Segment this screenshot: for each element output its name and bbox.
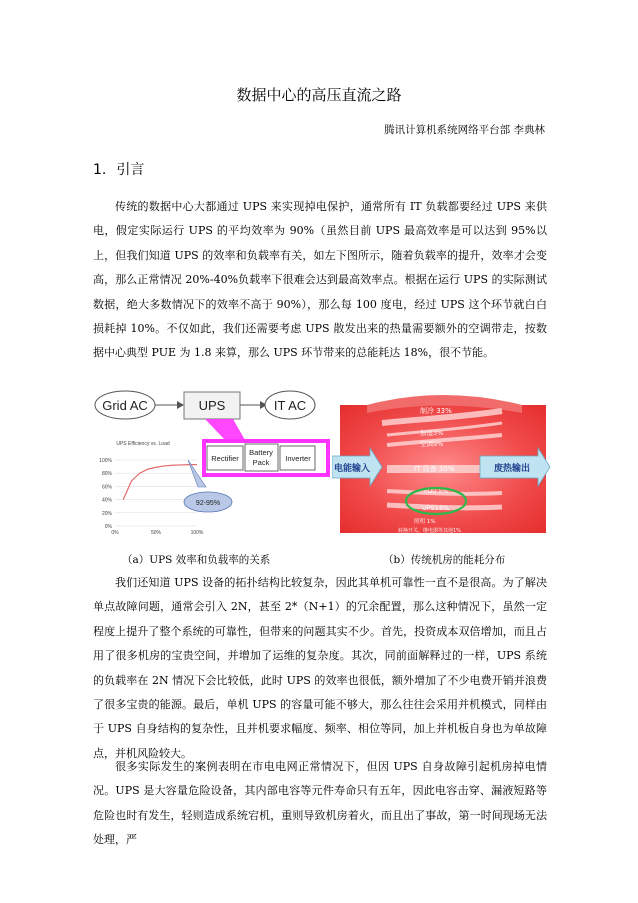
band-other: 转换开关、继电器等其他1% (398, 528, 461, 534)
rectifier-label: Rectifier (211, 454, 239, 463)
efficiency-callout (170, 455, 240, 515)
output-label: 废热输出 (493, 464, 531, 474)
intro-paragraph (93, 195, 547, 366)
figure-a-caption: （a）UPS 效率和负载率的关系 (122, 554, 271, 566)
ups-label: UPS (198, 398, 226, 413)
reliability-paragraph (93, 571, 547, 766)
section-heading (93, 159, 144, 179)
grid-ac-label: Grid AC (102, 398, 148, 413)
figure-b (332, 393, 554, 538)
band-lighting: 照明 1% (414, 519, 436, 525)
section-number: 1. (93, 162, 107, 178)
band-aircon: 空调9% (420, 440, 444, 448)
y-tick-label: 40% (101, 497, 112, 504)
failures-paragraph (93, 755, 547, 853)
battery-label: Battery (249, 448, 273, 457)
band-cooling: 制冷 33% (420, 407, 452, 415)
band-ups: UPS18% (422, 504, 450, 512)
input-label: 电能输入 (333, 464, 371, 474)
y-tick-label: 60% (101, 484, 112, 491)
battery-label-line2: Pack (252, 458, 270, 467)
y-tick-label: 20% (101, 510, 112, 517)
y-tick-label: 80% (101, 471, 112, 478)
y-tick-label: 0% (104, 524, 112, 530)
paragraph-text: 很多实际发生的案例表明在市电电网正常情况下，但因 UPS 自身故障引起机房掉电情况。UPS 是大容量危险设备，其内部电容等元件寿命只有五年，因此电容击穿、漏液短路等危险也时有发生，轻则造成系统宕机，重则导致机房着火，而且出了事故，第一时间现场无法处理，严 (93, 760, 547, 847)
y-tick-label: 100% (99, 458, 112, 464)
paragraph-text: 传统的数据中心大都通过 UPS 来实现掉电保护，通常所有 IT 负载都要经过 UPS 来供电，假定实际运行 UPS 的平均效率为 90%（虽然目前 UPS 最高效率是可以达到 95%以上，但我们知道 UPS 的效率和负载率有关，如左下图所示，随着负载率的提升，效率才会变高，那么正常情况 20%-40%负载率下很难会达到最高效率点。根据在运行 UPS 的实际测试数据，绝大多数情况下的效率不高于 90%），那么每 100 度电，经过 UPS 这个环节就白白损耗掉 10%。不仅如此，我们还需要考虑 UPS 散发出来的热量需要额外的空调带走，按数据中心典型 PUE 为 1.8 来算，那么 UPS 环节带来的总能耗达 18%，很不节能。 (93, 200, 547, 360)
x-tick-label: 50% (150, 530, 162, 536)
band-humidify: 加湿3% (420, 429, 444, 437)
it-ac-label: IT AC (273, 398, 307, 413)
x-tick-label: 0% (111, 530, 119, 536)
chart-title: UPS Efficiency vs. Load (116, 441, 170, 447)
author-line: 腾讯计算机系统网络平台部 李典林 (384, 124, 545, 136)
section-title: 引言 (116, 162, 145, 178)
page-title: 数据中心的高压直流之路 (236, 86, 402, 104)
figure-b-caption: （b）传统机房的能耗分布 (383, 554, 506, 566)
paragraph-text: 我们还知道 UPS 设备的拓扑结构比较复杂，因此其单机可靠性一直不是很高。为了解决单点故障问题，通常会引入 2N，甚至 2*（N+1）的冗余配置，那么这种情况下，虽然一定程度上提升了整个系统的可靠性，但带来的问题其实不少。首先，投资成本双倍增加，而且占用了很多机房的宝贵空间，并增加了运维的复杂度。其次，同前面解释过的一样，UPS 系统的负载率在 2N 情况下会比较低，此时 UPS 的效率也很低，额外增加了不少电费开销并浪费了很多宝贵的能源。最后，单机 UPS 的容量可能不够大，那么往往会采用并机模式，同样由于 UPS 自身结构的复杂性，且并机要求幅度、频率、相位等同，加上并机板自身也为单故障点，并机风险较大。 (93, 576, 547, 760)
efficiency-callout-label: 92-95% (195, 500, 221, 507)
inverter-label: Inverter (285, 454, 311, 463)
band-it: IT 设备 30% (414, 465, 455, 473)
band-pdu: PDU 5% (424, 488, 449, 495)
x-tick-label: 100% (190, 530, 204, 536)
